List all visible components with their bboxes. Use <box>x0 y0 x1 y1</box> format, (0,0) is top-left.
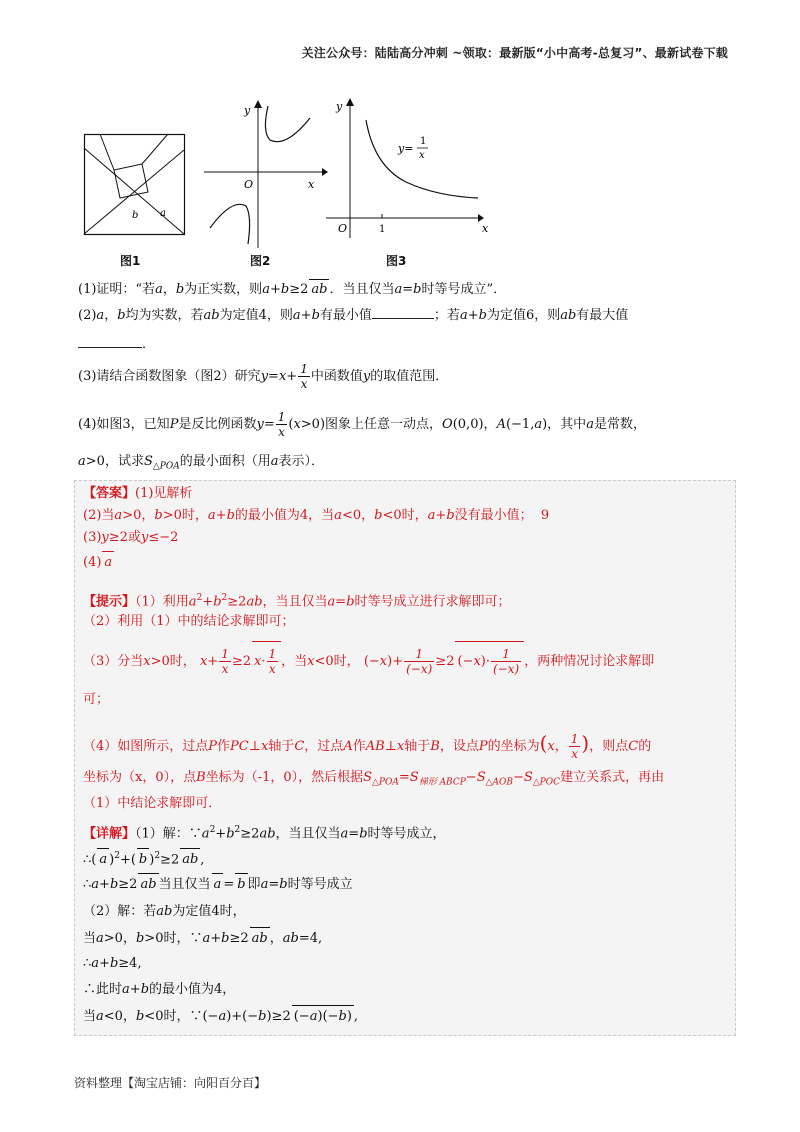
fig3-caption: 图3 <box>386 254 407 268</box>
fig3-x-label: x <box>482 222 489 235</box>
question-part-2: (2)a，b均为实数，若ab为定值4，则a+b有最小值 ；若a+b为定值6，则ab有最大值 <box>78 305 728 326</box>
page-header: 关注公众号：陆陆高分冲刺 ~领取：最新版“小中高考-总复习”、最新试卷下载 <box>301 46 728 60</box>
answer-line-2: (2)当a>0，b>0时，a+b的最小值为4，当a<0，b<0时，a+b没有最小值； 9 <box>83 508 550 523</box>
fig3-func-den: x <box>419 150 425 161</box>
hint-line-3: （3）分当x>0时， x+ $\frac{1}{x}$ ≥2 x· $\frac{1}{x}$ ，当x<0时， (−x)+ $\frac{1}{(-x)}$ ≥2 (−x)· $\frac{1}{(-x)}$ ，两种情况讨论求解即 <box>83 641 654 682</box>
fig1-label-a: a <box>160 208 166 219</box>
fig3-tick-1: 1 <box>379 224 386 235</box>
detail-line-8: 当a<0，b<0时，∵(−a)+(−b)≥2 (−a)(−b) , <box>83 1005 358 1028</box>
fig1-label-b: b <box>132 210 139 221</box>
fig3-origin-label: O <box>338 222 348 235</box>
hint-line-6: （1）中结论求解即可． <box>83 796 222 811</box>
detail-line-5: 当a>0，b>0时，∵a+b≥2 ab ，ab=4, <box>83 927 322 950</box>
hint-line-4: （4）如图所示，过点P作PC⊥x轴于C，过点A作AB⊥x轴于B，设点P的坐标为(x， $\frac{1}{x}$ )，则点C的 <box>83 731 652 761</box>
figure-2-graph <box>202 98 332 258</box>
answer-line-3: (3)y≥2或y≤−2 <box>83 530 179 545</box>
answer-line-4: (4) a <box>83 551 114 574</box>
hint-line-3-cont: 可； <box>83 692 110 707</box>
question-part-2-cont: ． <box>78 334 728 355</box>
answer-panel <box>74 480 736 1036</box>
question-part-4-cont: a>0，试求$S_{\triangle POA}$的最小面积（用a表示）． <box>78 454 325 472</box>
hint-line-5: 坐标为（x，0），点B坐标为（-1，0），然后根据$S_{\triangle POA}=S_{梯形 ABCP}-S_{\triangle AOB}-S_{\triangle POC}$建立关系式，再由 <box>83 770 665 788</box>
fig1-caption: 图1 <box>120 254 141 268</box>
fig2-caption: 图2 <box>250 254 271 268</box>
page-footer: 资料整理【淘宝店铺：向阳百分百】 <box>74 1076 267 1090</box>
fig2-y-label: y <box>244 104 251 117</box>
detail-line-1: 【详解】（1）解：$\because a^2+b^2\ge 2ab$，当且仅当a=b时等号成立， <box>83 825 446 842</box>
figure-3-graph <box>326 98 496 248</box>
fig3-func-num: 1 <box>420 136 427 147</box>
question-part-4: (4)如图3，已知P是反比例函数y= $\frac{1}{x}$ (x>0)图象上任意一动点，O(0,0)，A(−1,a)，其中a是常数， <box>78 410 646 439</box>
fig2-x-label: x <box>308 178 315 191</box>
question-part-1: (1)证明：“若a，b为正实数，则a+b≥2 ab ．当且仅当a=b时等号成立”． <box>78 279 728 300</box>
hint-line-2: （2）利用（1）中的结论求解即可； <box>83 614 295 629</box>
figure-1-square <box>84 134 194 244</box>
fig3-y-label: y <box>336 100 343 113</box>
question-part-3: (3)请结合函数图象（图2）研究y=x+ $\frac{1}{x}$ 中函数值y的取值范围． <box>78 362 449 391</box>
figures-row <box>78 92 498 272</box>
detail-line-7: ∴此时a+b的最小值为4， <box>83 982 236 997</box>
detail-line-6: ∴a+b≥4, <box>83 956 142 971</box>
detail-line-3: ∴a+b≥2 ab 当且仅当 a = b 即a=b时等号成立 <box>83 873 353 896</box>
hint-line-1: 【提示】（1）利用$a^2+b^2\ge 2ab$，当且仅当a=b时等号成立进行求解即可； <box>83 593 511 610</box>
fig2-origin-label: O <box>244 178 254 191</box>
detail-line-2: ∴( a )$^2$+( b )$^2$≥2 ab , <box>83 845 204 871</box>
answer-line-1: 【答案】(1)见解析 <box>83 486 193 501</box>
blank-max[interactable] <box>78 334 142 348</box>
fig3-func-lhs: y= <box>398 142 414 155</box>
detail-line-4: （2）解：若ab为定值4时， <box>83 904 246 919</box>
blank-min[interactable] <box>372 305 434 319</box>
